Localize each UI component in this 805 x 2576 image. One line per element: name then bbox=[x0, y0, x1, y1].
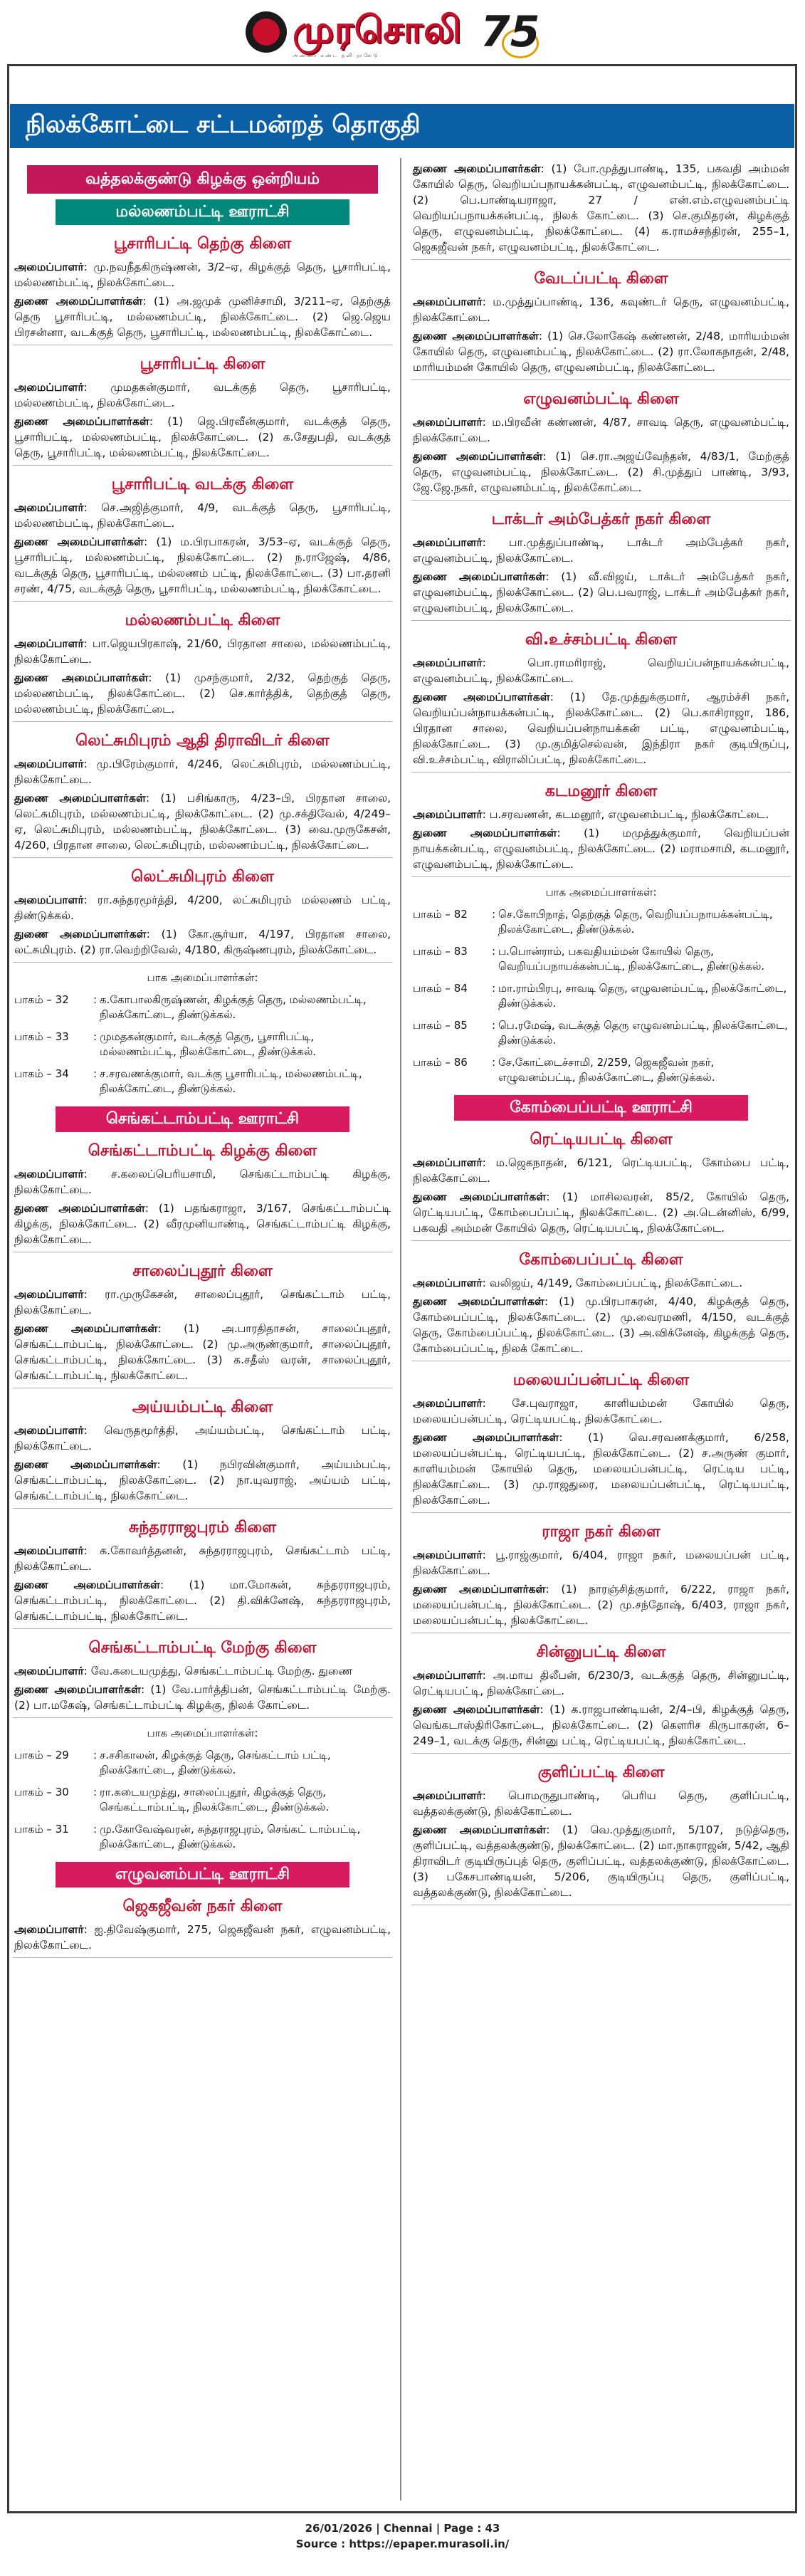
role-label: துணை அமைப்பாளர்கள் bbox=[413, 1190, 547, 1203]
member-details: : (1) முசந்குமார், 2/32, தெற்குத் தெரு, மல்லணம்பட்டி, நிலக்கோட்டை. (2) செ.கார்த்திக், தெற்குத் தெரு, மல்லணம்பட்டி, நிலக்கோட்டை. bbox=[14, 671, 391, 716]
party-emblem-icon bbox=[246, 11, 287, 53]
member-entry bbox=[413, 1547, 789, 1578]
member-entry bbox=[14, 1682, 391, 1713]
branch-separator bbox=[13, 857, 392, 858]
part-details: ரா.கடையமுத்து, சாலைப்புதூர், கிழக்குத் தெரு, செங்கட்டாம்பட்டி, நிலக்கோட்டை, திண்டுக்கல். bbox=[100, 1786, 330, 1813]
role-label: அமைப்பாளர் bbox=[14, 1424, 84, 1437]
member-details: : மு.பிரேம்குமார், 4/246, லெட்சுமிபுரம், மல்லணம்பட்டி, நிலக்கோட்டை. bbox=[14, 758, 391, 786]
branch-heading: லெட்சுமிபுரம் ஆதி திராவிடர் கிளை bbox=[75, 732, 330, 750]
tagline: அண்ணா கண்ட தனி நாளேடு bbox=[293, 53, 379, 58]
branch-heading: சாலைப்புதூர் கிளை bbox=[132, 1262, 273, 1280]
branch-separator bbox=[411, 379, 791, 380]
page-footer bbox=[0, 2520, 805, 2552]
branch-separator bbox=[411, 620, 791, 621]
brand-name: முரசொலி bbox=[293, 9, 462, 51]
member-entry bbox=[413, 1822, 789, 1900]
part-organisers-heading: பாக அமைப்பாளர்கள்: bbox=[147, 971, 258, 984]
member-details: : (1) நாரஞ்சித்குமார், 6/222, ராஜா நகர், மலையப்பன்பட்டி, நிலக்கோட்டை. (2) மு.சந்தோஷ், 6/403, ராஜா நகர், மலையப்பன்பட்டி, நிலக்கோட்டை. bbox=[413, 1583, 789, 1627]
branch-heading: மலையப்பன்பட்டி கிளை bbox=[512, 1371, 690, 1389]
branch-heading: பூசாரிபட்டி வடக்கு கிளை bbox=[111, 476, 294, 493]
role-label: அமைப்பாளர் bbox=[413, 656, 483, 669]
part-details: முமதகன்குமார், வடக்குத் தெரு, பூசாரிபட்டி, மல்லணம்பட்டி, நிலக்கோட்டை, திண்டுக்கல். bbox=[100, 1030, 317, 1058]
part-row bbox=[13, 1745, 392, 1782]
role-label: அமைப்பாளர் bbox=[413, 1277, 483, 1289]
role-label: அமைப்பாளர் bbox=[413, 1669, 483, 1682]
member-details: : ம.பிரவீன் கண்ணன், 4/87, சாவடி தெரு, எழுவனம்பட்டி, நிலக்கோட்டை. bbox=[413, 416, 789, 444]
branch-heading: மல்லணம்பட்டி கிளை bbox=[125, 612, 280, 629]
member-details: : (1) வீ.விஜய், டாக்டர் அம்பேத்கர் நகர், எழுவனம்பட்டி, நிலக்கோட்டை. (2) பெ.பவராஜ், டாக்டர் அம்பேத்கர் நகர், எழுவனம்பட்டி, நிலக்கோட்டை. bbox=[413, 570, 790, 614]
member-entry bbox=[14, 1166, 391, 1198]
role-label: துணை அமைப்பாளர்கள் bbox=[413, 1431, 559, 1444]
branch-separator bbox=[411, 259, 791, 260]
role-label: துணை அமைப்பாளர்கள் bbox=[14, 1578, 161, 1591]
member-entry bbox=[14, 670, 391, 717]
part-row bbox=[411, 1015, 791, 1052]
member-entry bbox=[413, 655, 789, 686]
member-entry bbox=[413, 1294, 789, 1356]
role-label: துணை அமைப்பாளர்கள் bbox=[413, 827, 557, 839]
branch-separator bbox=[411, 1753, 791, 1754]
role-label: துணை அமைப்பாளர்கள் bbox=[14, 1202, 145, 1215]
part-number: பாகம் – 29 bbox=[14, 1749, 69, 1761]
member-details: : (1) போ.முத்துபாண்டி, 135, பகவதி அம்மன் கோயில் தெரு, வெறியப்பநாயக்கன்பட்டி, எழுவனம்பட்டி, நிலக்கோட்டை. (2) பெ.பாண்டியராஜா, 27 / என்.எம்.எழுவனம்பட்டி வெறியப்பநாயக்கன்பட்டி, நிலக் கோட்டை. (3) செ.குமிதரன், கிழக்குத் தெரு, எழுவனம்பட்டி, நிலக்கோட்டை. (4) க.ராமச்சந்திரன், 255–1, ஜெகஜீவன் நகர், எழுவனம்பட்டி, நிலக்கோட்டை. bbox=[413, 162, 789, 253]
part-details: க.கோபாலகிருஷ்ணன், கிழக்குத் தெரு, மல்லணம்பட்டி, நிலக்கோட்டை, திண்டுக்கல். bbox=[100, 993, 367, 1021]
part-number: பாகம் – 85 bbox=[413, 1019, 468, 1032]
role-label: அமைப்பாளர் bbox=[413, 416, 483, 429]
union-banner: வத்தலக்குண்டு கிழக்கு ஒன்றியம் bbox=[27, 165, 378, 194]
member-details: : மு.நவநீதகிருஷ்ணன், 3/2–ஏ, கிழக்குத் தெரு, பூசாரிபட்டி, மல்லணம்பட்டி, நிலக்கோட்டை. bbox=[14, 261, 391, 289]
part-organisers-heading: பாக அமைப்பாளர்கள்: bbox=[147, 1727, 258, 1739]
role-label: அமைப்பாளர் bbox=[413, 808, 483, 821]
member-details: : (1) பதங்கராஜா, 3/167, செங்கட்டாம்பட்டி கிழக்கு, நிலக்கோட்டை. (2) வீரமுனியாண்டி, செங்கட்டாம்பட்டி கிழக்கு, நிலக்கோட்டை. bbox=[14, 1202, 391, 1246]
member-details: : ஐ.திவேஷ்குமார், 275, ஜெகஜீவன் நகர், எழுவனம்பட்டி, நிலக்கோட்டை. bbox=[14, 1923, 391, 1952]
member-details: : (1) மு.பிரபாகரன், 4/40, கிழக்குத் தெரு, கோம்பைப்பட்டி, நிலக்கோட்டை. (2) மு.வைரமணி, 4/150, வடக்குத் தெரு, கோம்பைப்பட்டி, நிலக்கோட்டை. (3) அ.விக்னேஷ், கிழக்குத் தெரு, கோம்பைப்பட்டி, நிலக் கோட்டை. bbox=[413, 1295, 789, 1355]
role-label: அமைப்பாளர் bbox=[413, 1789, 483, 1802]
role-label: அமைப்பாளர் bbox=[14, 1288, 84, 1301]
part-organisers-table bbox=[411, 904, 791, 1089]
part-details: மா.ராம்பிரபு, சாவடி தெரு, எழுவனம்பட்டி, நிலக்கோட்டை, திண்டுக்கல். bbox=[498, 982, 787, 1010]
member-details: : வெருதமூர்த்தி, அய்யம்பட்டி, செங்கட்டாம் பட்டி, நிலக்கோட்டை. bbox=[14, 1424, 391, 1452]
part-colon: : bbox=[491, 1056, 495, 1069]
branch-separator bbox=[13, 962, 392, 963]
member-details: : பா.முத்துப்பாண்டி, டாக்டர் அம்பேத்கர் நகர், எழுவனம்பட்டி, நிலக்கோட்டை. bbox=[413, 536, 789, 565]
member-details: : ப.சரவணன், கடமனூர், எழுவனம்பட்டி, நிலக்கோட்டை. bbox=[482, 808, 769, 821]
role-label: அமைப்பாளர் bbox=[14, 501, 84, 514]
part-row bbox=[13, 990, 392, 1027]
part-row bbox=[13, 1027, 392, 1064]
member-details: : (1) மாசிலவரன், 85/2, கோயில் தெரு, ரெட்டியபட்டி, கோம்பைப்பட்டி, நிலக்கோட்டை. (2) அ.டென்னிஸ், 6/99, பகவதி அம்மன் கோயில் தெரு, ரெட்டியபட்டி, நிலக்கோட்டை. bbox=[413, 1190, 789, 1235]
constituency-title: நிலக்கோட்டை சட்டமன்றத் தொகுதி bbox=[26, 110, 421, 139]
role-label: துணை அமைப்பாளர்கள் bbox=[14, 928, 147, 941]
branch-heading: பூசாரிபட்டி தெற்கு கிளை bbox=[113, 235, 292, 253]
part-colon: : bbox=[491, 908, 495, 921]
member-entry bbox=[14, 1200, 391, 1247]
member-entry bbox=[14, 1543, 391, 1574]
member-details: : ச.கலைப்பெரியசாமி, செங்கட்டாம்பட்டி கிழக்கு, நிலக்கோட்டை. bbox=[14, 1168, 391, 1196]
role-label: அமைப்பாளர் bbox=[14, 637, 84, 650]
part-organisers-heading: பாக அமைப்பாளர்கள்: bbox=[545, 886, 657, 899]
branch-separator bbox=[411, 1512, 791, 1513]
branch-heading: டாக்டர் அம்பேத்கர் நகர் கிளை bbox=[491, 511, 711, 528]
logo bbox=[246, 7, 559, 57]
role-label: துணை அமைப்பாளர்கள் bbox=[413, 450, 543, 463]
member-details: : (1) தே.முத்துக்குமார், ஆரம்ச்சி நகர், வெறியப்பன்நாயக்கன்பட்டி, நிலக்கோட்டை. (2) பெ.காசிராஜா, 186, பிரதான சாலை, வெறியப்பன்நாயக்கன் பட்டி, எழுவனம்பட்டி, நிலக்கோட்டை. (3) மு.குமித்செல்வன், இந்திரா நகர் குடியிருப்பு, வி.உச்சம்பட்டி, விராலிப்பட்டி, நிலக்கோட்டை. bbox=[413, 691, 789, 766]
member-details: : (1) க.ராஜபாண்டியன், 2/4–பி, கிழக்குத் தெரு, வெங்கடாஸ்திரிகோட்டை, நிலக்கோட்டை. (2) கெளரிச கிருபாகரன், 6–249–1, வடக்கு தெரு, சின்னு பட்டி, ரெட்டியபட்டி, நிலக்கோட்டை. bbox=[413, 1703, 789, 1747]
part-number: பாகம் – 34 bbox=[14, 1067, 69, 1080]
branch-separator bbox=[411, 876, 791, 877]
part-details: பெ.ரமேஷ், வடக்குத் தெரு எழுவனம்பட்டி, நிலக்கோட்டை, திண்டுக்கல். bbox=[498, 1019, 788, 1047]
part-organisers-table bbox=[13, 990, 392, 1101]
branch-separator bbox=[411, 772, 791, 773]
role-label: துணை அமைப்பாளர்கள் bbox=[413, 1583, 546, 1596]
part-details: ச.சசிகாலன், கிழக்குத் தெரு, செங்கட்டாம் பட்டி, நிலக்கோட்டை, திண்டுக்கல். bbox=[100, 1749, 331, 1776]
member-entry bbox=[14, 1321, 391, 1383]
part-number: பாகம் – 84 bbox=[413, 982, 468, 995]
part-details: செ.கோபிநாத், தெற்குத் தெரு, வெறியப்பநாயக்கன்பட்டி, நிலக்கோட்டை, திண்டுக்கல். bbox=[498, 908, 773, 936]
member-entry bbox=[413, 1275, 789, 1291]
branch-heading: கடமனூர் கிளை bbox=[544, 782, 658, 800]
role-label: அமைப்பாளர் bbox=[14, 261, 84, 273]
branch-heading: ஜெகஜீவன் நகர் கிளை bbox=[122, 1897, 283, 1915]
part-colon: : bbox=[93, 993, 97, 1006]
member-details: : (1) செ.ரா.அஜய்வேந்தன், 4/83/1, மேற்குத் தெரு, எழுவனம்பட்டி, நிலக்கோட்டை. (2) சி.முத்துப் பாண்டி, 3/93, ஜே.ஜே.நகர், எழுவனம்பட்டி, நிலக்கோட்டை. bbox=[413, 450, 789, 494]
part-colon: : bbox=[491, 945, 495, 958]
member-entry bbox=[413, 1702, 789, 1749]
footer-source-line: Source : https://epaper.murasoli.in/ bbox=[295, 2538, 510, 2550]
part-number: பாகம் – 86 bbox=[413, 1056, 468, 1069]
member-entry bbox=[413, 807, 789, 822]
member-entry bbox=[413, 1396, 789, 1427]
member-details: : வே.கடையமுத்து, செங்கட்டாம்பட்டி மேற்கு. துணை bbox=[83, 1665, 353, 1677]
part-row bbox=[13, 1782, 392, 1819]
member-details: : பொமருதுபாண்டி, பெரிய தெரு, குளிப்பட்டி, வத்தலக்குண்டு, நிலக்கோட்டை. bbox=[413, 1789, 789, 1818]
member-details: : (1) வெ.சரவணக்குமார், 6/258, மலையப்பன்பட்டி, ரெட்டியபட்டி, நிலக்கோட்டை. (2) ச.அருண் குமார், காளியம்மன் கோயில் தெரு, மலையப்பன்பட்டி, ரெட்டிய பட்டி, நிலக்கோட்டை. (3) மு.ராஜதுரை, மலையப்பன்பட்டி, ரெட்டியபட்டி, நிலக்கோட்டை. bbox=[413, 1431, 789, 1507]
branch-heading: சின்னுபட்டி கிளை bbox=[536, 1643, 666, 1661]
branch-separator bbox=[13, 1508, 392, 1509]
role-label: அமைப்பாளர் bbox=[413, 536, 483, 549]
branch-heading: பூசாரிபட்டி கிளை bbox=[140, 355, 265, 373]
member-details: : க.கோவர்த்தனன், சுந்தரராஜபுரம், செங்கட்டாம் பட்டி, நிலக்கோட்டை. bbox=[14, 1544, 391, 1573]
member-details: : ம.ஜெகநாதன், 6/121, ரெட்டியபட்டி, கோம்பை பட்டி, நிலக்கோட்டை. bbox=[413, 1156, 789, 1185]
member-details: : பூ.ராஜ்குமார், 6/404, ராஜா நகர், மலையப்பன் பட்டி, நிலக்கோட்டை. bbox=[413, 1549, 789, 1577]
branch-heading: சுந்தரராஜபுரம் கிளை bbox=[128, 1519, 277, 1536]
member-entry bbox=[413, 414, 789, 446]
member-entry bbox=[14, 1922, 391, 1953]
member-details: : வலிஜய், 4/149, கோம்பைப்பட்டி, நிலக்கோட்டை. bbox=[482, 1277, 743, 1289]
role-label: அமைப்பாளர் bbox=[14, 1544, 84, 1557]
member-entry bbox=[413, 161, 789, 255]
branch-separator bbox=[13, 1717, 392, 1718]
member-details: : செ.அஜித்குமார், 4/9, வடக்குத் தெரு, பூசாரிபட்டி, மல்லணம்பட்டி, நிலக்கோட்டை. bbox=[14, 501, 391, 530]
member-entry bbox=[14, 790, 391, 853]
branch-heading: லெட்சுமிபுரம் கிளை bbox=[131, 868, 274, 886]
member-entry bbox=[413, 449, 789, 496]
panchayat-banner: மல்லணம்பட்டி ஊராட்சி bbox=[56, 199, 349, 225]
part-colon: : bbox=[491, 1019, 495, 1032]
part-details: மு.கோவேஷ்வரன், சுந்தராஜபுரம், செங்கட் டாம்பட்டி, நிலக்கோட்டை, திண்டுக்கல். bbox=[100, 1823, 361, 1850]
member-entry bbox=[413, 1155, 789, 1186]
member-entry bbox=[14, 534, 391, 597]
role-label: அமைப்பாளர் bbox=[14, 1665, 84, 1677]
role-label: அமைப்பாளர் bbox=[413, 1156, 483, 1169]
role-label: துணை அமைப்பாளர்கள் bbox=[413, 1823, 547, 1836]
part-row bbox=[411, 1052, 791, 1089]
role-label: துணை அமைப்பாளர்கள் bbox=[413, 691, 550, 703]
member-details: : சே.புவராஜா, காளியம்மன் கோயில் தெரு, மலையப்பன்பட்டி, ரெட்டியபட்டி, நிலக்கோட்டை. bbox=[413, 1397, 789, 1425]
part-colon: : bbox=[93, 1823, 97, 1836]
member-entry bbox=[14, 1287, 391, 1318]
role-label: அமைப்பாளர் bbox=[14, 1923, 84, 1936]
member-entry bbox=[413, 328, 789, 375]
right-column bbox=[411, 158, 791, 1905]
panchayat-banner: எழுவனம்பட்டி ஊராட்சி bbox=[56, 1862, 349, 1888]
role-label: அமைப்பாளர் bbox=[14, 894, 84, 906]
part-number: பாகம் – 33 bbox=[14, 1030, 69, 1043]
role-label: துணை அமைப்பாளர்கள் bbox=[413, 1295, 544, 1308]
member-details: : பா.ஜெயபிரகாஷ், 21/60, பிரதான சாலை, மல்லணம்பட்டி, நிலக்கோட்டை. bbox=[14, 637, 391, 666]
member-details: : (1) வே.பார்த்திபன், செங்கட்டாம்பட்டி மேற்கு. (2) பா.மகேஷ், செங்கட்டாம்பட்டி கிழக்கு, நிலக் கோட்டை. bbox=[14, 1683, 391, 1712]
role-label: துணை அமைப்பாளர்கள் bbox=[14, 671, 149, 684]
role-label: துணை அமைப்பாளர்கள் bbox=[14, 792, 147, 805]
member-details: : (1) மமுத்துக்குமார், வெறியப்பன் நாயக்கன்பட்டி, எழுவனம்பட்டி, நிலக்கோட்டை. (2) மராமசாமி, கடமனூர், எழுவனம்பட்டி, நிலக்கோட்டை. bbox=[413, 827, 789, 871]
member-entry bbox=[413, 569, 789, 616]
branch-separator bbox=[13, 1957, 392, 1958]
constituency-title-bar bbox=[10, 104, 794, 148]
member-entry bbox=[14, 379, 391, 411]
member-entry bbox=[413, 1430, 789, 1508]
part-row bbox=[13, 1819, 392, 1856]
member-entry bbox=[14, 500, 391, 531]
member-details: : (1) ம.பிரபாகரன், 3/53–ஏ, வடக்குத் தெரு, பூசாரிபட்டி, மல்லணம்பட்டி, நிலக்கோட்டை. (2) ந.ராஜேஷ், 4/86, வடக்குத் தெரு, பூசாரிபட்டி, மல்லணம் பட்டி, நிலக்கோட்டை. (3) பா.தரனி சரண், 4/75, வடக்குத் தெரு, பூசாரிபட்டி, மல்லணம்பட்டி, நிலக்கோட்டை. bbox=[14, 535, 391, 595]
left-column bbox=[13, 158, 392, 1958]
branch-heading: குளிப்பட்டி கிளை bbox=[537, 1764, 665, 1781]
branch-separator bbox=[411, 1240, 791, 1241]
role-label: துணை அமைப்பாளர்கள் bbox=[14, 1683, 142, 1696]
panchayat-banner: கோம்பைப்பட்டி ஊராட்சி bbox=[454, 1095, 748, 1121]
member-details: : அ.மாய திலீபன், 6/230/3, வடக்குத் தெரு, சின்னுபட்டி, ரெட்டியபட்டி, நிலக்கோட்டை. bbox=[413, 1669, 789, 1697]
member-details: : (1) பசிங்காரு, 4/23–பி, பிரதான சாலை, லெட்சுமிபுரம், மல்லணம்பட்டி, நிலக்கோட்டை. (2) மு.சக்திவேல், 4/249–ஏ, லெட்சுமிபுரம், மல்லணம்பட்டி, நிலக்கோட்டை. (3) வை.முருகேசன், 4/260, பிரதான சாலை, லெட்சுமிபுரம், மல்லணம்பட்டி, நிலக்கோட்டை. bbox=[14, 792, 391, 852]
part-number: பாகம் – 83 bbox=[413, 945, 468, 958]
branch-heading: அய்யம்பட்டி கிளை bbox=[132, 1398, 273, 1416]
part-row bbox=[13, 1064, 392, 1101]
member-entry bbox=[14, 756, 391, 787]
member-details: : (1) செ.லோகேஷ் கண்ணன், 2/48, மாரியம்மன் கோயில் தெரு, எழுவனம்பட்டி, நிலக்கோட்டை. (2) ரா.லோகநாதன், 2/48, மாரியம்மன் கோயில் தெரு, எழுவனம்பட்டி, நிலக்கோட்டை. bbox=[413, 330, 789, 374]
member-details: : (1) கோ.சூர்யா, 4/197, பிரதான சாலை, லட்சுமிபுரம். (2) ரா.வெற்றிவேல், 4/180, கிருஷ்ணபுரம், நிலக்கோட்டை. bbox=[14, 928, 391, 956]
role-label: அமைப்பாளர் bbox=[413, 1397, 483, 1410]
branch-separator bbox=[13, 721, 392, 722]
member-details: : (1) அ.பாரதிதாசன், சாலைப்புதூர், செங்கட்டாம்பட்டி, நிலக்கோட்டை. (2) மு.அருண்குமார், சாலைப்புதூர், செங்கட்டாம்பட்டி, நிலக்கோட்டை. (3) க.சதீஸ் வரன், சாலைப்புதூர், செங்கட்டாம்பட்டி, நிலக்கோட்டை. bbox=[14, 1322, 391, 1382]
member-entry bbox=[413, 294, 789, 325]
member-entry bbox=[413, 689, 789, 768]
part-row bbox=[411, 941, 791, 978]
member-entry bbox=[14, 293, 391, 340]
role-label: துணை அமைப்பாளர்கள் bbox=[14, 415, 149, 428]
branch-separator bbox=[411, 500, 791, 501]
masthead bbox=[0, 0, 805, 61]
branch-heading: செங்கட்டாம்பட்டி மேற்கு கிளை bbox=[88, 1639, 317, 1657]
part-number: பாகம் – 82 bbox=[413, 908, 468, 921]
member-details: : (1) மா.மோகன், சுந்தரராஜபுரம், செங்கட்டாம்பட்டி, நிலக்கோட்டை. (2) தி.விக்னேஷ், சுந்தரராஜபுரம், செங்கட்டாம்பட்டி, நிலக்கோட்டை. bbox=[14, 1578, 391, 1623]
member-details: : (1) வெ.முத்துகுமார், 5/107, நடுத்தெரு, குளிப்பட்டி, வத்தலக்குண்டு, நிலக்கோட்டை. (2) மா.நாகராஜன், 5/42, ஆதி திராவிடர் குடியிருப்புத் தெரு, குளிப்பட்டி, வத்தலக்குண்டு, நிலக்கோட்டை. (3) பகேசபாண்டியன், 5/206, குடியிருப்பு தெரு, குளிப்பட்டி, வத்தலக்குண்டு, நிலக்கோட்டை. bbox=[413, 1823, 789, 1899]
part-number: பாகம் – 32 bbox=[14, 993, 69, 1006]
role-label: அமைப்பாளர் bbox=[14, 1168, 84, 1180]
part-details: ப.பொன்ராம், பகவதியம்மன் கோயில் தெரு, வெறியப்பநாயக்கன்பட்டி, நிலக்கோட்டை, திண்டுக்கல். bbox=[498, 945, 765, 973]
member-entry bbox=[413, 535, 789, 566]
role-label: அமைப்பாளர் bbox=[14, 381, 84, 394]
part-colon: : bbox=[93, 1786, 97, 1799]
member-entry bbox=[14, 1663, 391, 1679]
member-entry bbox=[14, 259, 391, 290]
branch-heading: ராஜா நகர் கிளை bbox=[542, 1523, 661, 1541]
member-details: : (1) அ.ஜமுக் முனிச்சாமி, 3/211–ஏ, தெற்குத் தெரு பூசாரிபட்டி, மல்லணம்பட்டி, நிலக்கோட்டை. (2) ஜெ.ஜெய பிரசன்னா, வடக்குத் தெரு, பூசாரிபட்டி, மல்லணம்பட்டி, நிலக்கோட்டை. bbox=[14, 295, 391, 339]
part-colon: : bbox=[491, 982, 495, 995]
member-entry bbox=[14, 1423, 391, 1454]
role-label: துணை அமைப்பாளர்கள் bbox=[413, 570, 546, 583]
branch-heading: செங்கட்டாம்பட்டி கிழக்கு கிளை bbox=[88, 1142, 317, 1160]
role-label: துணை அமைப்பாளர்கள் bbox=[14, 1322, 158, 1335]
branch-separator bbox=[13, 465, 392, 466]
member-entry bbox=[14, 892, 391, 923]
branch-heading: கோம்பைப்பட்டி கிளை bbox=[519, 1251, 683, 1269]
anniversary-mark: 75 bbox=[480, 7, 540, 57]
member-entry bbox=[14, 1577, 391, 1624]
role-label: துணை அமைப்பாளர்கள் bbox=[413, 1703, 540, 1716]
member-details: : ரா.சுந்தரமூர்த்தி, 4/200, லட்சுமிபுரம் மல்லணம் பட்டி, திண்டுக்கல். bbox=[14, 894, 391, 922]
part-number: பாகம் – 30 bbox=[14, 1786, 69, 1799]
branch-heading: ரெட்டியபட்டி கிளை bbox=[530, 1131, 673, 1148]
branch-heading: வி.உச்சம்பட்டி கிளை bbox=[525, 631, 678, 649]
part-number: பாகம் – 31 bbox=[14, 1823, 69, 1836]
member-entry bbox=[14, 414, 391, 461]
role-label: அமைப்பாளர் bbox=[413, 295, 483, 308]
member-entry bbox=[413, 1189, 789, 1236]
member-details: : பொ.ராமரிராஜ், வெறியப்பன்நாயக்கன்பட்டி, எழுவனம்பட்டி, நிலக்கோட்டை. bbox=[413, 656, 789, 685]
branch-heading: எழுவனம்பட்டி கிளை bbox=[523, 390, 679, 408]
part-colon: : bbox=[93, 1030, 97, 1043]
role-label: துணை அமைப்பாளர்கள் bbox=[14, 1458, 157, 1471]
part-details: சே.கோட்டைச்சாமி, 2/259, ஜெகஜீவன் நகர், எழுவனம்பட்டி, நிலக்கோட்டை, திண்டுக்கல். bbox=[498, 1056, 715, 1084]
member-entry bbox=[14, 926, 391, 958]
member-entry bbox=[413, 1788, 789, 1819]
part-colon: : bbox=[93, 1067, 97, 1080]
member-entry bbox=[14, 636, 391, 667]
member-details: : (1) நபிரவின்குமார், அய்யம்பட்டி, செங்கட்டாம்பட்டி, நிலக்கோட்டை. (2) நா.யுவராஜ், அய்யம் பட்டி, செங்கட்டாம்பட்டி, நிலக்கோட்டை. bbox=[14, 1458, 391, 1502]
branch-heading: வேடப்பட்டி கிளை bbox=[534, 270, 668, 288]
part-organisers-table bbox=[13, 1745, 392, 1856]
member-details: : முமதகன்குமார், வடக்குத் தெரு, பூசாரிபட்டி, மல்லணம்பட்டி, நிலக்கோட்டை. bbox=[14, 381, 391, 409]
panchayat-banner: செங்கட்டாம்பட்டி ஊராட்சி bbox=[56, 1106, 349, 1132]
member-details: : (1) ஜெ.பிரவீன்குமார், வடக்குத் தெரு, பூசாரிபட்டி, மல்லணம்பட்டி, நிலக்கோட்டை. (2) க.சேதுபதி, வடக்குத் தெரு, பூசாரிபட்டி, மல்லணம்பட்டி, நிலக்கோட்டை. bbox=[14, 415, 391, 459]
role-label: துணை அமைப்பாளர்கள் bbox=[14, 535, 144, 548]
member-entry bbox=[413, 1581, 789, 1628]
role-label: துணை அமைப்பாளர்கள் bbox=[413, 330, 539, 342]
branch-separator bbox=[13, 1628, 392, 1629]
member-details: : ரா.முருகேசன், சாலைப்புதூர், செங்கட்டாம் பட்டி, நிலக்கோட்டை. bbox=[14, 1288, 391, 1316]
part-colon: : bbox=[93, 1749, 97, 1761]
role-label: துணை அமைப்பாளர்கள் bbox=[413, 162, 541, 175]
member-details: : ம.முத்துப்பாண்டி, 136, கவுண்டர் தெரு, எழுவனம்பட்டி, நிலக்கோட்டை. bbox=[413, 295, 789, 324]
role-label: அமைப்பாளர் bbox=[14, 758, 84, 770]
role-label: அமைப்பாளர் bbox=[413, 1549, 483, 1561]
footer-date-line: 26/01/2026 | Chennai | Page : 43 bbox=[305, 2522, 500, 2535]
member-entry bbox=[14, 1457, 391, 1504]
member-entry bbox=[413, 825, 789, 872]
branch-separator bbox=[13, 601, 392, 602]
part-row bbox=[411, 904, 791, 941]
part-row bbox=[411, 978, 791, 1015]
part-details: ச.சரவணக்குமார், வடக்கு பூசாரிபட்டி, மல்லணம்பட்டி, நிலக்கோட்டை, திண்டுக்கல். bbox=[100, 1067, 362, 1095]
column-divider bbox=[400, 158, 401, 2501]
member-entry bbox=[413, 1667, 789, 1699]
role-label: துணை அமைப்பாளர்கள் bbox=[14, 295, 143, 308]
